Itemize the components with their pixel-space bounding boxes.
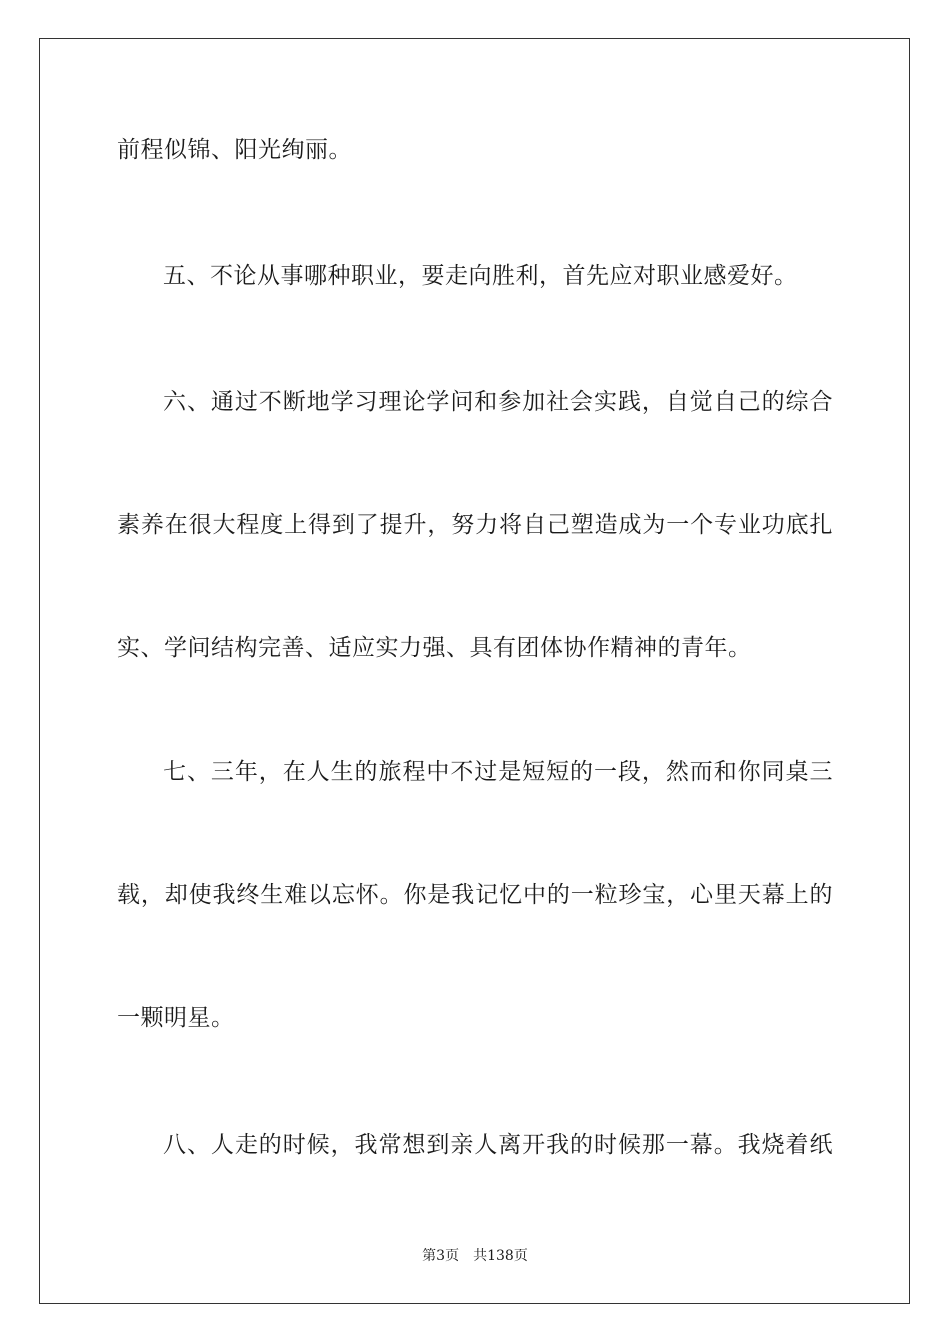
text-line-9: 八、人走的时候，我常想到亲人离开我的时候那一幕。我烧着纸 [163,1132,833,1158]
text-line-5: 实、学问结构完善、适应实力强、具有团体协作精神的青年。 [117,635,752,661]
text-line-2: 五、不论从事哪种职业，要走向胜利，首先应对职业感爱好。 [163,263,798,289]
text-line-1: 前程似锦、阳光绚丽。 [117,137,352,163]
text-line-3: 六、通过不断地学习理论学问和参加社会实践，自觉自己的综合 [163,389,833,415]
text-line-4: 素养在很大程度上得到了提升，努力将自己塑造成为一个专业功底扎 [117,512,833,538]
page-footer [0,1246,950,1266]
text-line-6: 七、三年，在人生的旅程中不过是短短的一段，然而和你同桌三 [163,759,833,785]
page-total: 共138页 [473,1248,528,1264]
text-line-8: 一颗明星。 [117,1005,235,1031]
page-border [39,38,910,1304]
text-line-7: 载，却使我终生难以忘怀。你是我记忆中的一粒珍宝，心里天幕上的 [117,882,833,908]
page-number: 第3页 [422,1248,460,1264]
